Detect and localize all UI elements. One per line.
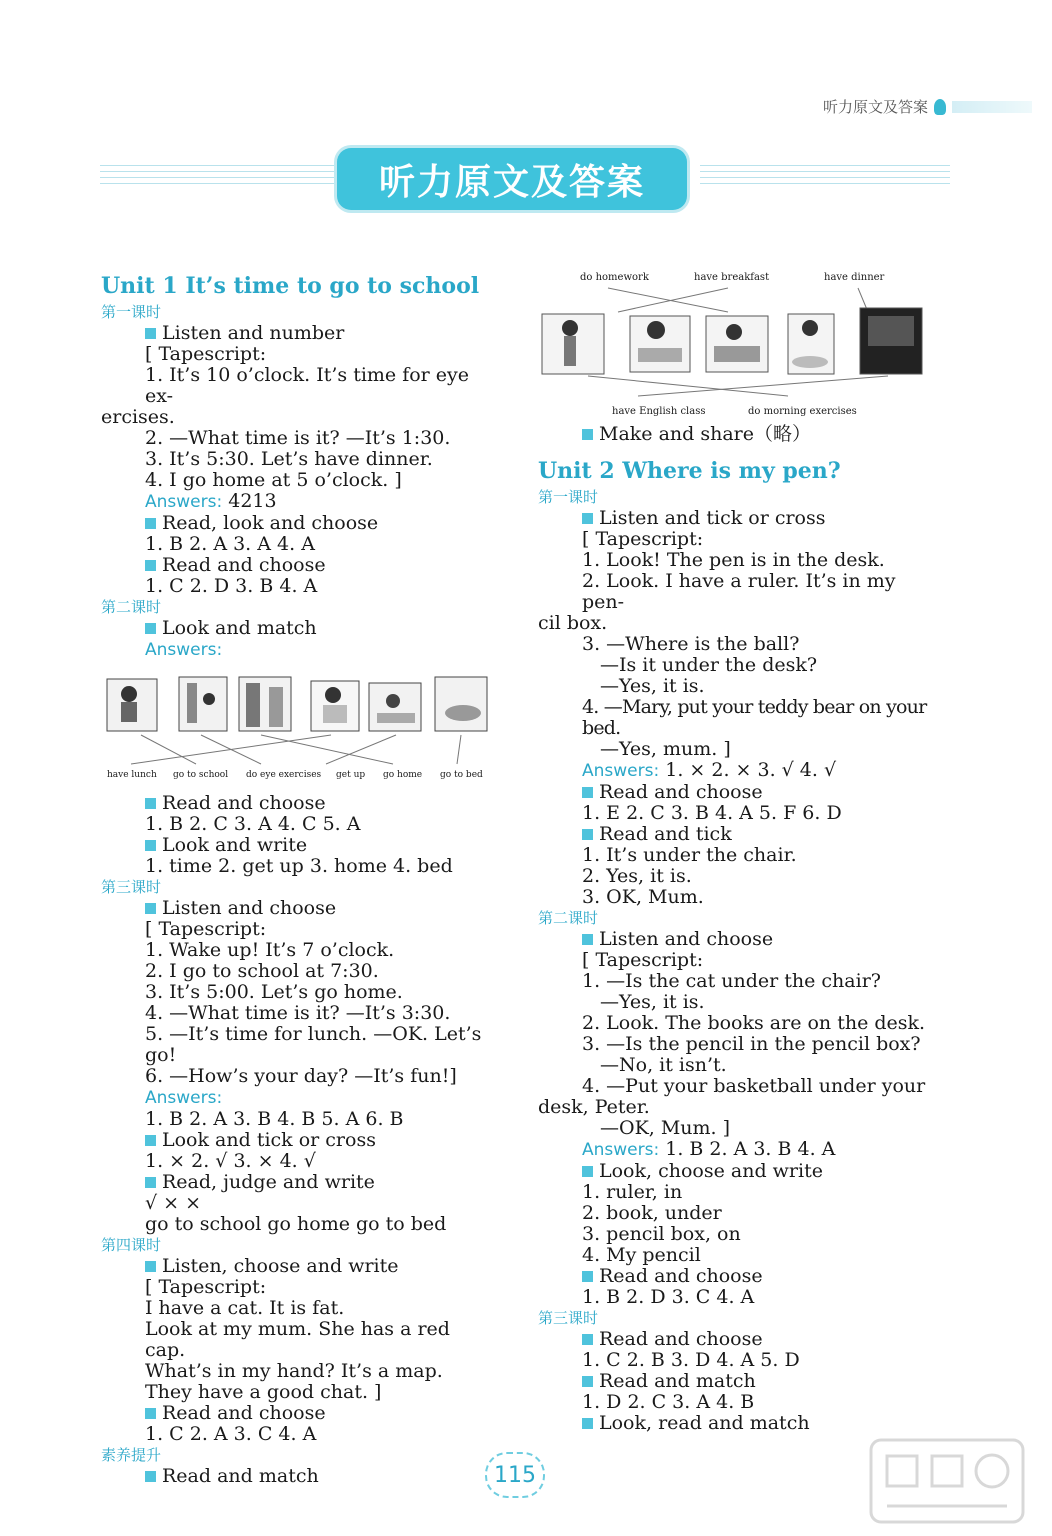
answer-line: 1. B 2. C 3. A 4. C 5. A xyxy=(145,813,361,835)
text-line: 4. I go home at 5 o’clock. ] xyxy=(145,469,402,491)
text-line: 3. OK, Mum. xyxy=(582,886,704,908)
answers-line: Answers: 4213 xyxy=(145,490,277,512)
page-banner xyxy=(337,148,687,210)
text-line: 1. ruler, in xyxy=(582,1181,683,1203)
square-bullet-icon xyxy=(145,518,156,529)
square-bullet-icon xyxy=(582,513,593,524)
square-bullet-icon xyxy=(145,1471,156,1482)
lesson-heading: 第一课时 xyxy=(101,303,162,321)
section-heading: Read and choose xyxy=(101,1403,496,1424)
text-line: 1. It’s 10 o’clock. It’s time for eye ex- xyxy=(145,364,470,407)
text-line: 5. —It’s time for lunch. —OK. Let’s go! xyxy=(145,1023,482,1066)
text-line: 3. It’s 5:00. Let’s go home. xyxy=(145,981,403,1003)
section-heading: Make and share（略） xyxy=(538,424,938,445)
square-bullet-icon xyxy=(582,1271,593,1282)
text-line: 4. My pencil xyxy=(582,1244,701,1266)
lesson-heading: 第四课时 xyxy=(101,1236,162,1254)
text-line: [ Tapescript: xyxy=(145,343,267,365)
text-line: 3. pencil box, on xyxy=(582,1223,741,1245)
running-title: 听力原文及答案 xyxy=(822,98,928,116)
text-line: desk, Peter. xyxy=(538,1096,650,1118)
figure-caption: do eye exercises xyxy=(246,770,322,780)
lesson-heading: 第一课时 xyxy=(538,488,599,506)
answer-line: 1. C 2. A 3. C 4. A xyxy=(145,1423,317,1445)
square-bullet-icon xyxy=(145,560,156,571)
answer-line: 1. B 2. A 3. A 4. A xyxy=(145,533,315,555)
section-heading: Listen, choose and write xyxy=(101,1256,496,1277)
answer-line: 1. B 2. D 3. C 4. A xyxy=(582,1286,755,1308)
answer-line: 1. C 2. B 3. D 4. A 5. D xyxy=(582,1349,800,1371)
section-heading: Look and match xyxy=(101,618,496,639)
unit1-title: Unit 1 It’s time to go to school xyxy=(101,273,480,299)
text-line: —Yes, it is. xyxy=(600,675,705,697)
square-bullet-icon xyxy=(145,1408,156,1419)
text-line: cil box. xyxy=(538,612,608,634)
text-line: Look at my mum. She has a red cap. xyxy=(145,1318,450,1361)
answer-line: 1. D 2. C 3. A 4. B xyxy=(582,1391,755,1413)
square-bullet-icon xyxy=(582,1418,593,1429)
text-line: [ Tapescript: xyxy=(582,949,704,971)
match-figure-1 xyxy=(101,669,496,787)
text-line: 4. —Mary, put your teddy bear on your bed. xyxy=(582,696,927,739)
text-line: 2. Look. The books are on the desk. xyxy=(582,1012,926,1034)
running-header xyxy=(823,96,1032,117)
section-heading: Listen and number xyxy=(101,323,496,344)
unit2-title: Unit 2 Where is my pen? xyxy=(538,458,841,484)
answers-line: Answers: 1. B 2. A 3. B 4. A xyxy=(582,1138,836,1160)
match-figure-1-art xyxy=(101,669,496,769)
page-number: 115 xyxy=(485,1452,545,1498)
text-line: —No, it isn’t. xyxy=(600,1054,727,1076)
text-line: —Yes, it is. xyxy=(600,991,705,1013)
section-heading: Read and match xyxy=(538,1371,938,1392)
section-heading: Listen and choose xyxy=(101,898,496,919)
answer-line: 1. E 2. C 3. B 4. A 5. F 6. D xyxy=(582,802,842,824)
answers-line: Answers: xyxy=(145,1088,223,1108)
answer-line: √ × × xyxy=(145,1192,202,1214)
section-heading: Read, look and choose xyxy=(101,513,496,534)
square-bullet-icon xyxy=(145,798,156,809)
text-line: —Yes, mum. ] xyxy=(600,738,731,760)
text-line: [ Tapescript: xyxy=(145,918,267,940)
square-bullet-icon xyxy=(582,787,593,798)
text-line: 3. It’s 5:30. Let’s have dinner. xyxy=(145,448,433,470)
match-figure-2 xyxy=(538,270,938,420)
banner-lines-right xyxy=(700,160,950,188)
square-bullet-icon xyxy=(582,1334,593,1345)
square-bullet-icon xyxy=(145,840,156,851)
square-bullet-icon xyxy=(582,429,593,440)
text-line: —OK, Mum. ] xyxy=(600,1117,731,1139)
section-heading: Read and tick xyxy=(538,824,938,845)
lesson-heading: 第二课时 xyxy=(101,598,162,616)
text-line: [ Tapescript: xyxy=(582,528,704,550)
figure-caption: do morning exercises xyxy=(748,406,857,417)
square-bullet-icon xyxy=(145,623,156,634)
square-bullet-icon xyxy=(582,1376,593,1387)
text-line: 3. —Where is the ball? xyxy=(582,633,800,655)
text-line: ercises. xyxy=(101,406,175,428)
match-figure-2-art xyxy=(538,284,938,414)
section-heading: Read and match xyxy=(101,1466,496,1487)
text-line: I have a cat. It is fat. xyxy=(145,1297,345,1319)
text-line: What’s in my hand? It’s a map. xyxy=(145,1360,443,1382)
section-heading: Look, choose and write xyxy=(538,1161,938,1182)
section-heading: Look and tick or cross xyxy=(101,1130,496,1151)
section-heading: Listen and tick or cross xyxy=(538,508,938,529)
text-line: 1. Wake up! It’s 7 o’clock. xyxy=(145,939,395,961)
square-bullet-icon xyxy=(582,829,593,840)
text-line: 4. —Put your basketball under your xyxy=(582,1075,926,1097)
section-heading: Listen and choose xyxy=(538,929,938,950)
section-heading: Look, read and match xyxy=(538,1413,938,1434)
figure-caption: go home xyxy=(383,770,423,780)
answers-line: Answers: 1. × 2. × 3. √ 4. √ xyxy=(582,759,837,781)
watermark-logo xyxy=(867,1436,1027,1526)
text-line: 2. I go to school at 7:30. xyxy=(145,960,379,982)
text-line: They have a good chat. ] xyxy=(145,1381,382,1403)
text-line: 2. book, under xyxy=(582,1202,722,1224)
square-bullet-icon xyxy=(582,1166,593,1177)
answers-line: Answers: xyxy=(145,640,223,660)
lesson-heading: 素养提升 xyxy=(101,1446,162,1464)
figure-caption: get up xyxy=(336,770,366,780)
answer-line: 1. time 2. get up 3. home 4. bed xyxy=(145,855,453,877)
text-line: 4. —What time is it? —It’s 3:30. xyxy=(145,1002,451,1024)
answer-line: 1. B 2. A 3. B 4. B 5. A 6. B xyxy=(145,1108,404,1130)
text-line: 2. Look. I have a ruler. It’s in my pen- xyxy=(582,570,896,613)
square-bullet-icon xyxy=(145,1135,156,1146)
square-bullet-icon xyxy=(145,328,156,339)
lesson-heading: 第三课时 xyxy=(101,878,162,896)
text-line: 1. Look! The pen is in the desk. xyxy=(582,549,885,571)
text-line: 6. —How’s your day? —It’s fun!] xyxy=(145,1065,457,1087)
lesson-heading: 第二课时 xyxy=(538,909,599,927)
section-heading: Read and choose xyxy=(538,1266,938,1287)
banner-lines-left xyxy=(100,160,340,188)
section-heading: Look and write xyxy=(101,835,496,856)
answer-line: go to school go home go to bed xyxy=(145,1213,447,1235)
square-bullet-icon xyxy=(145,1177,156,1188)
lesson-heading: 第三课时 xyxy=(538,1309,599,1327)
figure-caption: have English class xyxy=(612,406,706,417)
figure-caption: go to bed xyxy=(440,770,483,780)
text-line: 2. —What time is it? —It’s 1:30. xyxy=(145,427,451,449)
square-bullet-icon xyxy=(145,1261,156,1272)
figure-caption: have breakfast xyxy=(694,272,770,283)
left-column xyxy=(101,270,496,1487)
header-decoration xyxy=(952,101,1032,113)
section-heading: Read and choose xyxy=(538,782,938,803)
section-heading: Read and choose xyxy=(538,1329,938,1350)
banner-title: 听力原文及答案 xyxy=(378,161,645,203)
text-line: 1. It’s under the chair. xyxy=(582,844,797,866)
mascot-icon xyxy=(934,99,946,115)
answer-line: 1. × 2. √ 3. × 4. √ xyxy=(145,1150,316,1172)
section-heading: Read and choose xyxy=(101,793,496,814)
text-line: —Is it under the desk? xyxy=(600,654,818,676)
text-line: [ Tapescript: xyxy=(145,1276,267,1298)
text-line: 1. —Is the cat under the chair? xyxy=(582,970,881,992)
section-heading: Read and choose xyxy=(101,555,496,576)
square-bullet-icon xyxy=(582,934,593,945)
text-line: 3. —Is the pencil in the pencil box? xyxy=(582,1033,921,1055)
answer-line: 1. C 2. D 3. B 4. A xyxy=(145,575,318,597)
section-heading: Read, judge and write xyxy=(101,1172,496,1193)
text-line: 2. Yes, it is. xyxy=(582,865,692,887)
square-bullet-icon xyxy=(145,903,156,914)
figure-caption: have dinner xyxy=(824,272,885,283)
right-column xyxy=(538,424,938,1434)
figure-caption: have lunch xyxy=(107,770,157,780)
figure-caption: go to school xyxy=(173,770,229,780)
figure-caption: do homework xyxy=(580,272,649,283)
